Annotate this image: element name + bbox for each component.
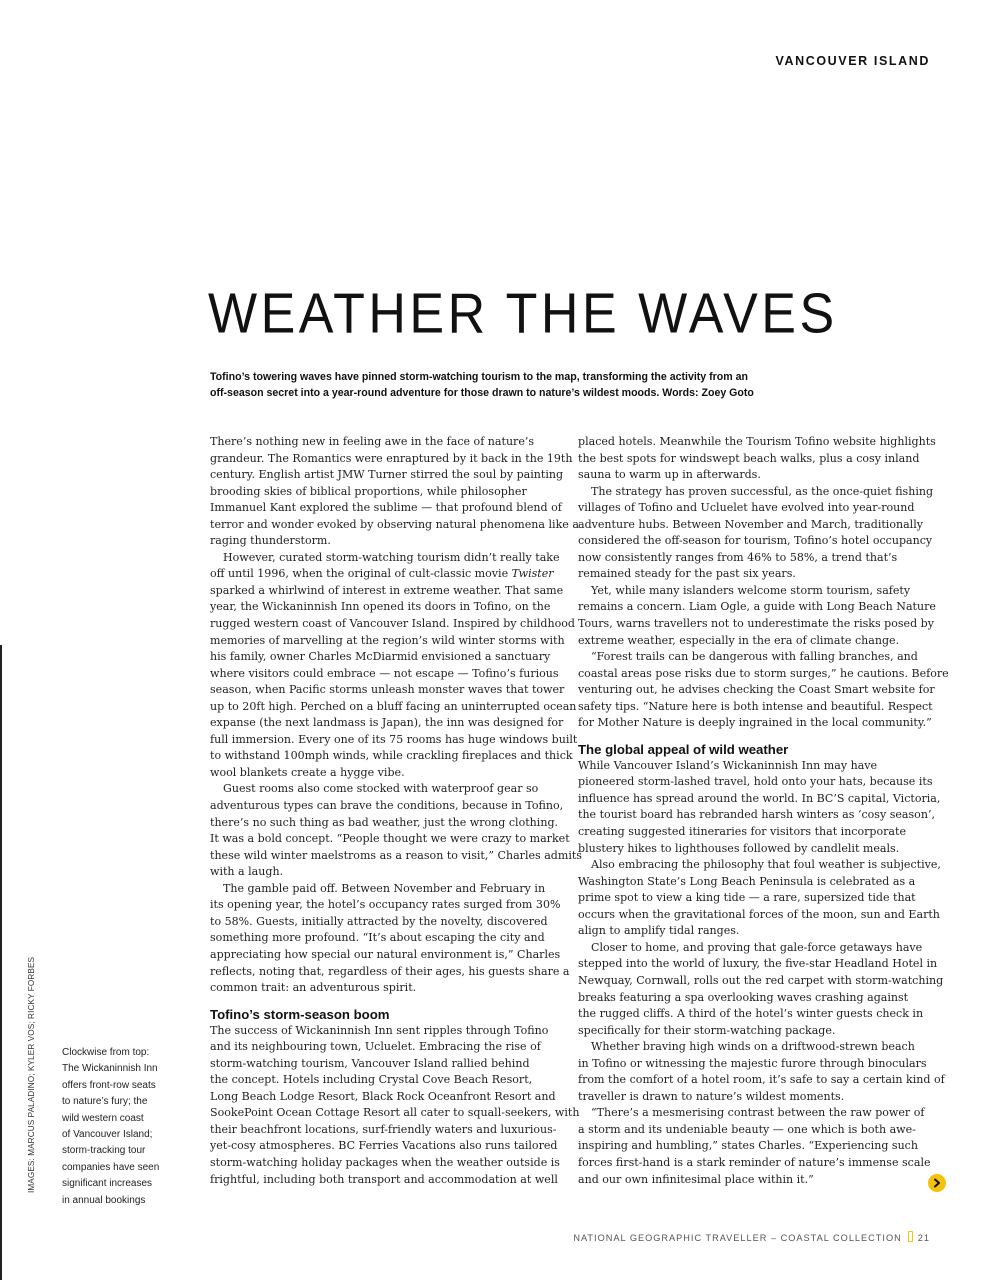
text-line: Long Beach Lodge Resort, Black Rock Oceanfront Resort and [210,1089,556,1103]
text-line: and its neighbouring town, Ucluelet. Embracing the rise of [210,1040,541,1054]
next-page-button[interactable] [928,1174,946,1192]
spacer [210,997,562,1006]
text-line: common trait: an adventurous spirit. [210,981,417,995]
text-line: It was a bold concept. “People thought we were crazy to market [210,832,570,846]
paragraph [578,649,949,732]
text-line: a storm and its undeniable beauty — one which is both awe- [578,1122,916,1136]
text-line [210,566,562,583]
text-line: terror and wonder evoked by observing natural phenomena like a [210,517,579,531]
text-line: placed hotels. Meanwhile the Tourism Tofino website highlights [578,435,936,448]
text-line: There’s nothing new in feeling awe in the face of nature’s [210,435,535,448]
text-line: the best spots for windswept beach walks, plus a cosy inland [578,451,920,465]
text-line: specifically for their storm-watching package. [578,1023,836,1037]
text-line: occurs when the gravitational forces of the moon, sun and Earth [578,907,940,921]
text-line: the rugged cliffs. A third of the hotel’s winter guests check in [578,1007,924,1021]
paragraph [210,1023,580,1188]
caption-line: storm-tracking tour [62,1145,146,1157]
text-line: stepped into the world of luxury, the five-star Headland Hotel in [578,957,938,971]
caption-line: significant increases [62,1178,153,1190]
text-line: in Tofino or witnessing the majestic furore through binoculars [578,1056,927,1070]
text-line: Washington State’s Long Beach Peninsula is celebrated as a [578,874,916,888]
text-line: Yet, while many islanders welcome storm tourism, safety [591,583,911,597]
standfirst-line: off-season secret into a year-round adventure for those drawn to nature’s wildest moods. Words: Zoey Goto [210,387,754,399]
spacer [578,732,930,741]
footer-divider [908,1231,913,1242]
headline: WEATHER THE WAVES [208,282,838,346]
film-title: Twister [511,567,554,581]
text-line: Also embracing the philosophy that foul weather is subjective, [591,858,941,872]
text-line: and our own infinitesimal place within it.” [578,1172,814,1186]
article-column-left [210,434,582,1188]
text-line: However, curated storm-watching tourism didn’t really take [223,550,560,564]
caption-line: in annual bookings [62,1194,146,1206]
text-line: Closer to home, and proving that gale-force getaways have [591,940,923,954]
paragraph [578,1039,945,1105]
text-line: prime spot to view a king tide — a rare, supersized tide that [578,891,916,905]
publication-name: NATIONAL GEOGRAPHIC TRAVELLER – COASTAL COLLECTION [573,1233,902,1243]
caption-line: The Wickaninnish Inn [62,1063,158,1075]
text-line: traveller is drawn to nature’s wildest moments. [578,1089,845,1103]
text-line: with a laugh. [210,865,284,879]
text-line: storm-watching tourism, Vancouver Island rallied behind [210,1056,530,1070]
paragraph [210,781,582,880]
text-line: there’s no such thing as bad weather, just the wrong clothing. [210,815,559,829]
text-line: reflects, noting that, regardless of their ages, his guests share a [210,964,570,978]
text-line: Tours, warns travellers not to underestimate the risks posed by [578,617,934,631]
text-line: something more profound. “It’s about escaping the city and [210,931,545,945]
paragraph [578,583,936,649]
paragraph [578,940,944,1039]
caption-line: Clockwise from top: [62,1047,150,1058]
text-line: frightful, including both transport and accommodation at well [210,1172,558,1186]
text-line: Newquay, Cornwall, rolls out the red carpet with storm-watching [578,973,944,987]
text-line: to 58%. Guests, initially attracted by the novelty, discovered [210,914,548,928]
page-footer [573,1231,930,1243]
text-line: Guest rooms also come stocked with waterproof gear so [223,782,539,796]
text-line: its opening year, the hotel’s occupancy rates surged from 30% [210,898,561,912]
text-line: While Vancouver Island’s Wickaninnish Inn may have [578,758,878,772]
text-line: creating suggested itineraries for visitors that incorporate [578,825,906,839]
text-line: yet-cosy atmospheres. BC Ferries Vacations also runs tailored [210,1139,558,1153]
text-line: these wild winter maelstroms as a reason to visit,” Charles admits [210,848,582,862]
text-line: storm-watching holiday packages when the weather outside is [210,1155,560,1169]
image-credit: IMAGES: MARCUS PALADINO; KYLER VOS; RICKY FORBES [27,956,36,1193]
text-line: full immersion. Every one of its 75 rooms has huge windows built [210,732,578,746]
text-line: remained steady for the past six years. [578,567,796,581]
caption-line: offers front-row seats [62,1079,156,1091]
paragraph [578,1105,930,1188]
text-line: from the comfort of a hotel room, it’s safe to say a certain kind of [578,1073,945,1087]
page-edge-line [0,645,2,1280]
caption-line: wild western coast [62,1112,144,1124]
text-line: pioneered storm-lashed travel, hold onto your hats, because its [578,775,933,789]
text-line: season, when Pacific storms unleash monster waves that tower [210,683,565,697]
text-line: to withstand 100mph winds, while crackling fireplaces and thick [210,749,573,763]
text-line: “Forest trails can be dangerous with falling branches, and [591,650,918,664]
text-line: Immanuel Kant explored the sublime — that profound blend of [210,501,562,515]
paragraph [210,881,570,997]
caption-line: to nature’s fury; the [62,1096,148,1108]
text-line: remains a concern. Liam Ogle, a guide with Long Beach Nature [578,600,936,614]
text-line: adventurous types can brave the conditions, because in Tofino, [210,799,564,813]
text-line: appreciating how special our natural environment is,” Charles [210,947,561,961]
paragraph [578,857,941,940]
subhead-global: The global appeal of wild weather [578,741,789,757]
text-line: his family, owner Charles McDiarmid envisioned a sanctuary [210,650,551,664]
text-line: align to amplify tidal ranges. [578,924,740,938]
text-line: wool blankets create a hygge vibe. [210,765,405,779]
text-line: extreme weather, especially in the era of climate change. [578,633,900,647]
text-line: memories of marvelling at the region’s wild winter storms with [210,633,565,647]
paragraph [578,434,936,484]
text-line: grandeur. The Romantics were enraptured by it back in the 19th [210,451,573,465]
text-line: forces first-hand is a stark reminder of nature’s immense scale [578,1155,931,1169]
subhead-tofino: Tofino’s storm-season boom [210,1006,390,1022]
text-line: villages of Tofino and Ucluelet have evolved into year-round [578,501,915,515]
text-line: Whether braving high winds on a driftwood-strewn beach [591,1040,915,1054]
text-line: rugged western coast of Vancouver Island. Inspired by childhood [210,617,575,631]
text-line: The gamble paid off. Between November and February in [223,881,546,895]
paragraph [210,434,579,550]
text-line: considered the off-season for tourism, Tofino’s hotel occupancy [578,534,933,548]
text-line: SookePoint Ocean Cottage Resort all cater to squall-seekers, with [210,1106,580,1120]
text-line: The success of Wickaninnish Inn sent ripples through Tofino [210,1023,549,1037]
text-line: their beachfront locations, surf-friendly waters and luxurious- [210,1122,557,1136]
standfirst [210,369,830,401]
standfirst-line: Tofino’s towering waves have pinned storm-watching tourism to the map, transforming the activity from an [210,371,748,383]
photo-caption [62,1045,172,1209]
text-line: expanse (the next landmass is Japan), the inn was designed for [210,716,564,730]
paragraph [578,758,941,857]
text-line: now consistently ranges from 46% to 58%, a trend that’s [578,550,898,564]
text-line: year, the Wickaninnish Inn opened its doors in Tofino, on the [210,600,551,614]
article-column-right [578,434,949,1188]
text-line: safety tips. “Nature here is both intense and beautiful. Respect [578,699,933,713]
text-line: for Mother Nature is deeply ingrained in the local community.” [578,716,932,730]
text-line: coastal areas pose risks due to storm surges,” he cautions. Before [578,666,949,680]
text-line: influence has spread around the world. In BC’S capital, Victoria, [578,791,941,805]
text-line: inspiring and humbling,” states Charles. “Experiencing such [578,1139,918,1153]
text-line: up to 20ft high. Perched on a bluff facing an uninterrupted ocean [210,699,577,713]
paragraph [578,484,934,583]
paragraph [210,550,578,782]
text-line: sparked a whirlwind of interest in extreme weather. That same [210,583,564,597]
chevron-right-icon [932,1178,942,1188]
page-number: 21 [917,1233,930,1243]
text-line: century. English artist JMW Turner stirred the soul by painting [210,468,564,482]
text-line: the concept. Hotels including Crystal Cove Beach Resort, [210,1073,533,1087]
text-line: sauna to warm up in afterwards. [578,468,761,482]
caption-line: of Vancouver Island; [62,1129,153,1141]
text-line: venturing out, he advises checking the Coast Smart website for [578,683,935,697]
text-line: raging thunderstorm. [210,534,331,548]
caption-line: companies have seen [62,1161,160,1173]
text-line: “There’s a mesmerising contrast between the raw power of [591,1106,925,1120]
text-line: the tourist board has rebranded harsh winters as ‘cosy season’, [578,808,935,822]
text-line: breaks featuring a spa overlooking waves crashing against [578,990,909,1004]
text-line: adventure hubs. Between November and March, traditionally [578,517,923,531]
text-line: where visitors could embrace — not escape — Tofino’s furious [210,666,559,680]
text-line: The strategy has proven successful, as the once-quiet fishing [591,484,934,498]
section-label: VANCOUVER ISLAND [775,54,930,68]
text-line: brooding skies of biblical proportions, while philosopher [210,484,527,498]
text-line: blustery hikes to lighthouses followed by candlelit meals. [578,841,900,855]
text-fragment: off until 1996, when the original of cult-classic movie [210,567,509,581]
